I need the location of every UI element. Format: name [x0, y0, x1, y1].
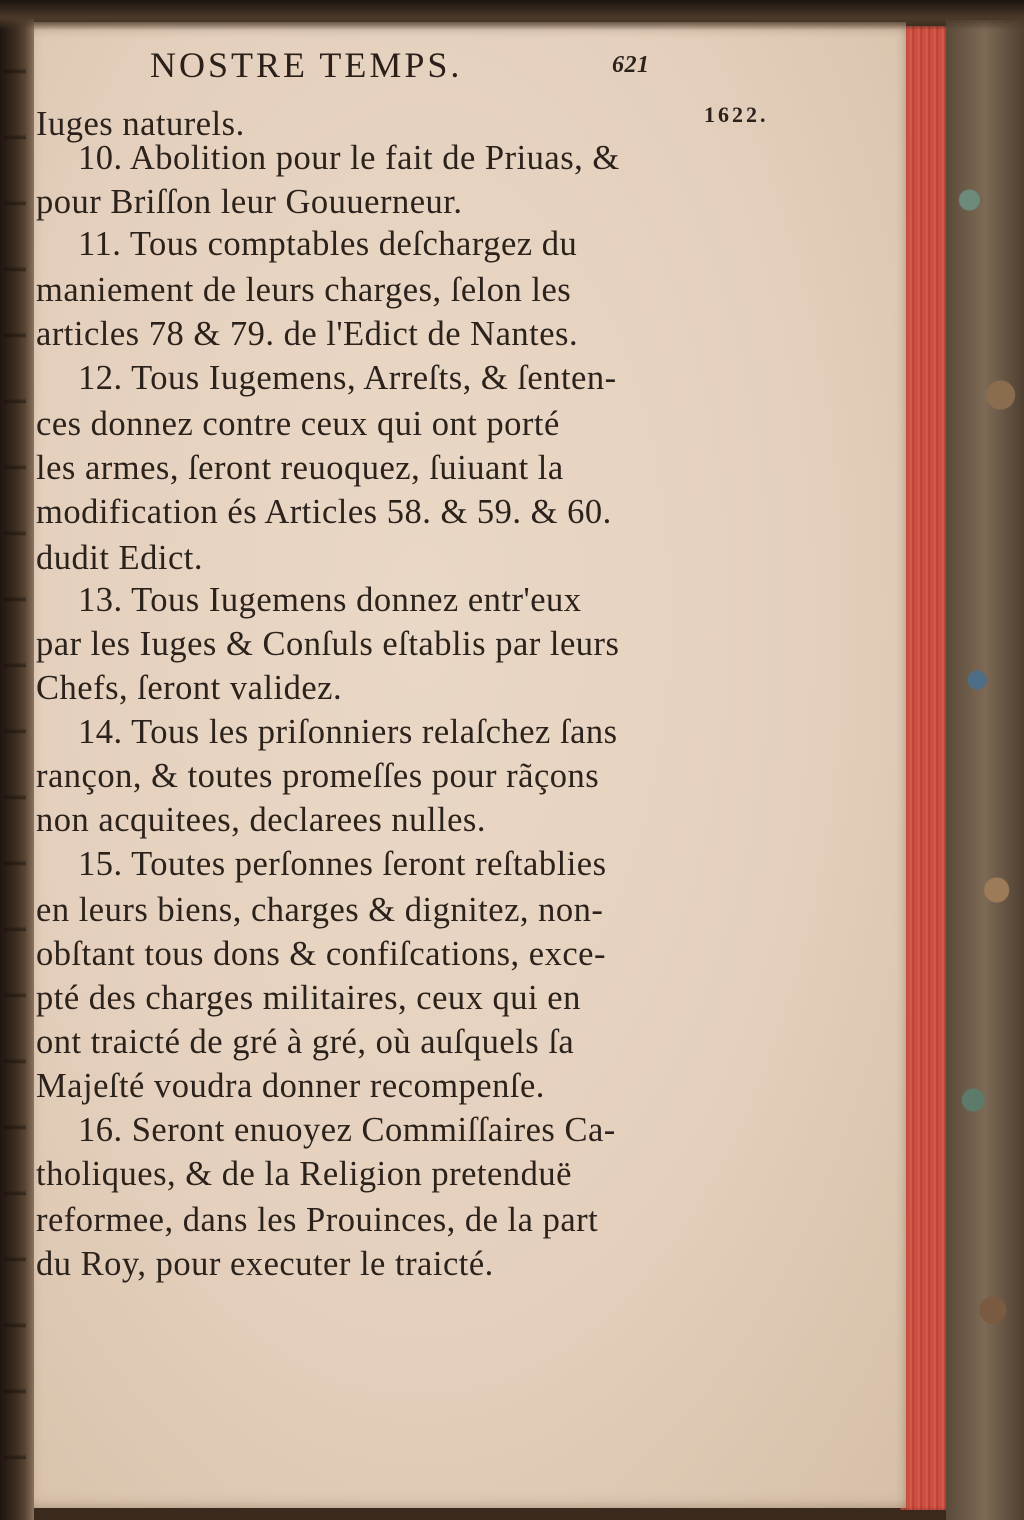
text-line: 10. Abolition pour le fait de Priuas, & — [78, 139, 620, 177]
text-line: ces donnez contre ceux qui ont porté — [36, 405, 560, 443]
text-line: en leurs biens, charges & dignitez, non- — [36, 891, 604, 929]
marbled-cover-board — [946, 20, 1024, 1520]
text-line: articles 78 & 79. de l'Edict de Nantes. — [36, 315, 579, 353]
margin-year-note: 1622. — [704, 102, 769, 127]
text-line: maniement de leurs charges, ſelon les — [36, 271, 572, 309]
text-line: pour Briſſon leur Gouuerneur. — [36, 183, 463, 221]
page-number: 621 — [612, 52, 650, 78]
running-head: NOSTRE TEMPS. — [150, 45, 463, 85]
text-line: 11. Tous comptables deſchargez du — [78, 225, 578, 263]
text-line: 12. Tous Iugemens, Arreſts, & ſenten- — [78, 359, 617, 397]
text-line: les armes, ſeront reuoquez, ſuiuant la — [36, 449, 564, 487]
text-line: par les Iuges & Conſuls eſtablis par leurs — [36, 625, 620, 663]
text-line: non acquitees, declarees nulles. — [36, 801, 486, 839]
text-line: pté des charges militaires, ceux qui en — [36, 979, 581, 1017]
text-line: 13. Tous Iugemens donnez entr'eux — [78, 581, 582, 619]
red-page-edges — [900, 26, 946, 1510]
text-line: 15. Toutes perſonnes ſeront reſtablies — [78, 845, 607, 883]
text-line: rançon, & toutes promeſſes pour rãçons — [36, 757, 600, 795]
text-line: 16. Seront enuoyez Commiſſaires Ca- — [78, 1111, 616, 1149]
text-line: obſtant tous dons & confiſcations, exce- — [36, 935, 606, 973]
text-line: dudit Edict. — [36, 539, 203, 577]
text-line: modification és Articles 58. & 59. & 60. — [36, 493, 612, 531]
text-line: du Roy, pour executer le traicté. — [36, 1245, 494, 1283]
text-line: reformee, dans les Prouinces, de la part — [36, 1201, 599, 1239]
text-line: Majeſté voudra donner recompenſe. — [36, 1067, 545, 1105]
text-line: 14. Tous les priſonniers relaſchez ſans — [78, 713, 618, 751]
text-line: Iuges naturels. — [36, 105, 245, 143]
text-line: Chefs, ſeront validez. — [36, 669, 343, 707]
top-shadow — [0, 0, 1024, 30]
text-line: tholiques, & de la Religion pretenduë — [36, 1155, 572, 1193]
text-line: ont traicté de gré à gré, où auſquels ſa — [36, 1023, 575, 1061]
binding-thread-marks — [4, 0, 26, 1520]
